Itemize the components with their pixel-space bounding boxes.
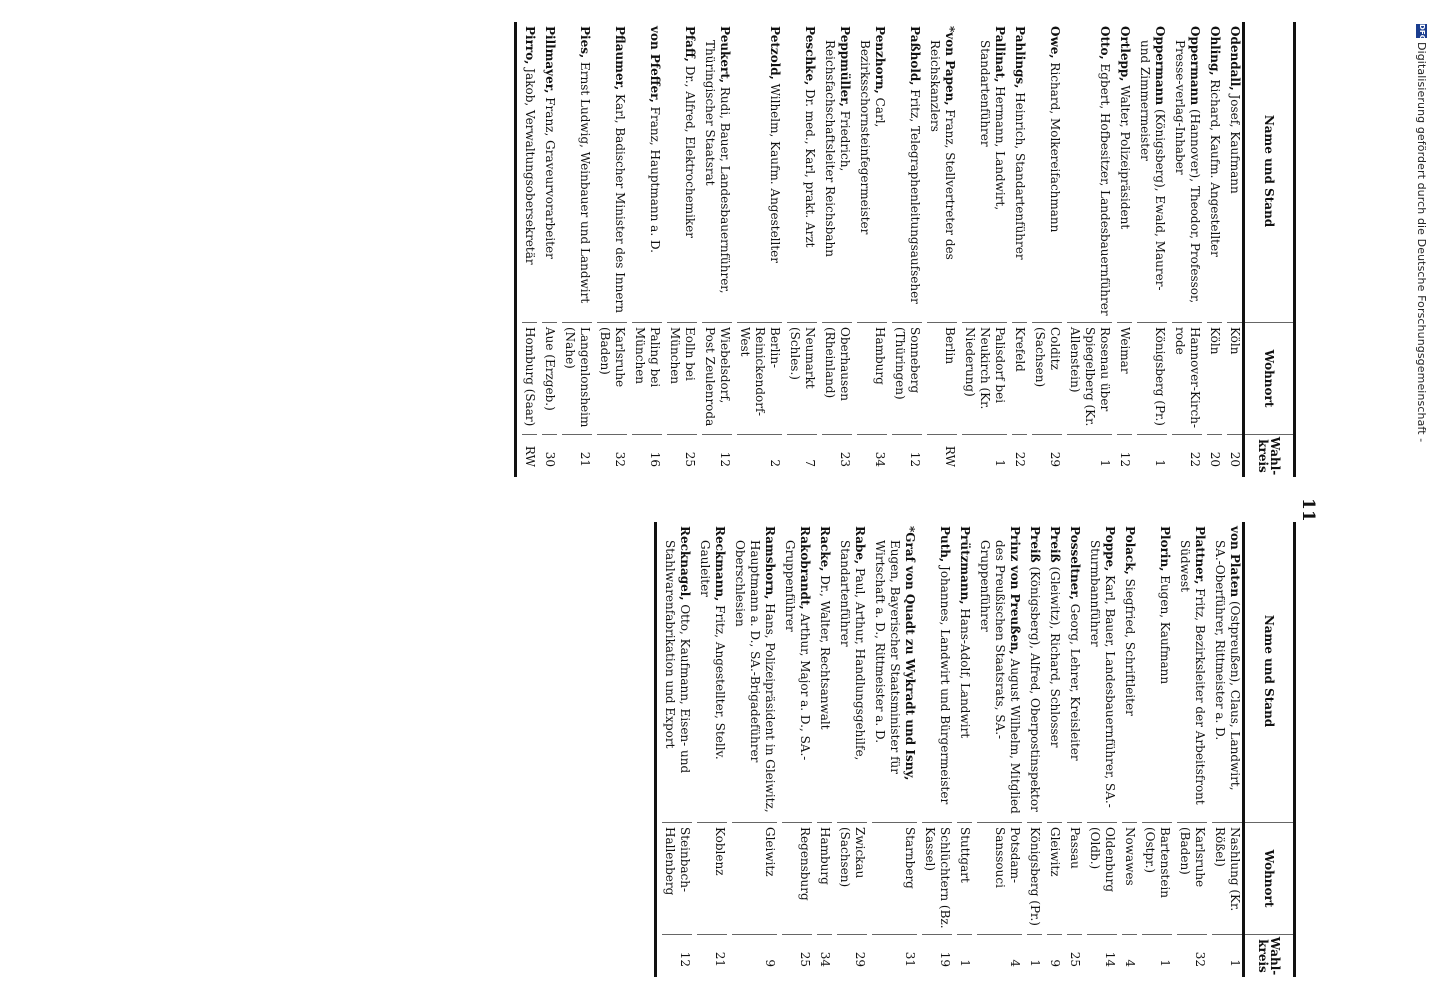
table-header	[1242, 522, 1296, 977]
description: Rudi, Bauer, Landesbauernführer, Thüringischer Staatsrat	[703, 40, 732, 294]
cell-name	[1227, 22, 1242, 322]
surname: Otto,	[1098, 26, 1112, 60]
cell-name	[822, 22, 852, 322]
table-row	[737, 22, 782, 477]
description: (Ostpreußen), Claus, Landwirt, SA.-Oberführer, Rittmeister a. D.	[1213, 540, 1242, 791]
cell-kreis: 7	[787, 434, 817, 477]
description: Richard, Molkereifachmann	[1048, 58, 1062, 233]
cell-kreis: 29	[837, 934, 867, 977]
description: Johannes, Landwirt und Bürgermeister	[938, 562, 952, 805]
table-row	[662, 522, 692, 977]
cell-kreis: 1	[1137, 434, 1167, 477]
header-name: Name und Stand	[1262, 614, 1276, 728]
table-row	[1012, 22, 1027, 477]
cell-kreis: 19	[922, 934, 952, 977]
cell-wohnort: Stuttgart	[957, 822, 972, 934]
cell-wohnort: Krefeld	[1012, 322, 1027, 434]
table-row	[597, 22, 627, 477]
cell-kreis: 14	[1087, 934, 1117, 977]
description: Heinrich, Standartenführer	[1013, 88, 1027, 260]
table-row	[1172, 22, 1202, 477]
description: Walter, Polizeipräsident	[1118, 81, 1132, 230]
surname: Plattner,	[1193, 526, 1207, 585]
surname: Petzold,	[768, 26, 782, 80]
cell-kreis: 1	[957, 934, 972, 977]
surname: Ramshorn,	[763, 526, 777, 600]
cell-wohnort: Königsberg (Pr.)	[1137, 322, 1167, 434]
cell-kreis: 12	[702, 434, 732, 477]
table-row	[1067, 522, 1082, 977]
description: (Gleiwitz), Richard, Schlosser	[1048, 562, 1062, 748]
cell-kreis: RW	[927, 434, 957, 477]
cell-name	[962, 22, 1007, 322]
cell-name	[597, 22, 627, 322]
table-row	[857, 22, 887, 477]
cell-kreis: 1	[1142, 934, 1172, 977]
table-row	[957, 522, 972, 977]
table-row	[922, 522, 952, 977]
cell-wohnort: Gleiwitz	[732, 822, 777, 934]
surname: Penzhorn,	[873, 26, 887, 94]
surname: Paßhold,	[908, 26, 922, 86]
cell-kreis: 2	[737, 434, 782, 477]
description: Dr., Alfred, Elektrochemiker	[683, 62, 697, 239]
table-row	[697, 522, 727, 977]
cell-kreis: 23	[822, 434, 852, 477]
header-kreis: Wahl-kreis	[1245, 934, 1293, 977]
cell-name	[542, 22, 557, 322]
header-kreis: Wahl-kreis	[1245, 434, 1293, 477]
table-row	[1067, 22, 1112, 477]
description: Dr., Walter, Rechtsanwalt	[818, 571, 832, 730]
table-body	[654, 522, 1242, 977]
cell-name	[957, 522, 972, 822]
cell-wohnort: Potsdam-Sanssouci	[977, 822, 1022, 934]
table-row	[1207, 22, 1222, 477]
table-row	[872, 522, 917, 977]
surname: Owe,	[1048, 26, 1062, 59]
footnote-text: Digitalisierung gefördert durch die Deutsche Forschungsgemeinschaft -	[1415, 42, 1428, 443]
cell-name	[977, 522, 1022, 822]
table-row	[782, 522, 812, 977]
page-number: 11	[1298, 498, 1318, 522]
cell-kreis: 32	[1177, 934, 1207, 977]
description: August Wilhelm, Mitglied des Preußischen Staatsrats, SA.-Gruppenführer	[978, 540, 1022, 814]
table-row	[1142, 522, 1172, 977]
cell-wohnort: Sonneberg (Thüringen)	[892, 322, 922, 434]
cell-name	[857, 22, 887, 322]
cell-name	[872, 522, 917, 822]
cell-name	[667, 22, 697, 322]
table-row	[542, 22, 557, 477]
description: Carl, Bezirksschornsteinfegermeister	[858, 40, 887, 235]
cell-name	[522, 22, 537, 322]
surname: Oppermann	[1153, 26, 1167, 106]
surname: Puth,	[938, 526, 952, 563]
table-row	[977, 522, 1022, 977]
cell-kreis: 20	[1207, 434, 1222, 477]
cell-wohnort: Königsberg (Pr.)	[1027, 822, 1042, 934]
surname: Peukert,	[718, 26, 732, 84]
cell-kreis: 9	[1047, 934, 1062, 977]
left-column	[141, 22, 1296, 477]
cell-name	[1122, 522, 1137, 822]
cell-name	[1067, 522, 1082, 822]
surname: Oppermann	[1188, 26, 1202, 106]
description: Franz, Hauptmann a. D.	[648, 102, 662, 253]
cell-wohnort: Eolln bei München	[667, 322, 697, 434]
description: Richard, Kaufm. Angestellter	[1208, 75, 1222, 257]
table-header	[1242, 22, 1296, 477]
cell-kreis: 22	[1172, 434, 1202, 477]
cell-kreis: 16	[632, 434, 662, 477]
cell-name	[787, 22, 817, 322]
cell-kreis: 22	[1012, 434, 1027, 477]
cell-name	[1087, 522, 1117, 822]
surname: Racke,	[818, 526, 832, 572]
cell-wohnort: Weimar	[1117, 322, 1132, 434]
description: Wilhelm, Kaufm. Angestellter	[768, 79, 782, 264]
surname: Prinz von Preußen,	[1008, 526, 1022, 655]
surname: Peschke,	[803, 26, 817, 86]
surname: Recknagel,	[678, 526, 692, 601]
cell-wohnort: Rosenau über Spiegelberg (Kr. Allenstein)	[1067, 322, 1112, 434]
description: Siegfried, Schriftleiter	[1123, 574, 1137, 716]
cell-wohnort: Berlin-Reinickendorf-West	[737, 322, 782, 434]
table-row	[817, 522, 832, 977]
cell-name	[1137, 22, 1167, 322]
cell-kreis: 4	[977, 934, 1022, 977]
cell-wohnort: Steinbach-Hallenberg	[662, 822, 692, 934]
table-row	[1117, 22, 1132, 477]
cell-wohnort: Neumarkt (Schles.)	[787, 322, 817, 434]
cell-kreis: 12	[662, 934, 692, 977]
cell-name	[697, 522, 727, 822]
surname: Posseltner,	[1068, 526, 1082, 600]
table-body	[514, 22, 1242, 477]
cell-wohnort: Hamburg	[817, 822, 832, 934]
header-wohnort: Wohnort	[1245, 322, 1293, 434]
cell-kreis: 31	[872, 934, 917, 977]
cell-wohnort: Langenlonsheim (Nahe)	[562, 322, 592, 434]
cell-wohnort: Koblenz	[697, 822, 727, 934]
cell-name	[702, 22, 732, 322]
description: Eugen, Bayerischer Staatsminister für Wirtschaft a. D., Rittmeister a. D.	[873, 540, 902, 774]
cell-wohnort: Gleiwitz	[1047, 822, 1062, 934]
cell-kreis: 30	[542, 434, 557, 477]
cell-name	[1172, 22, 1202, 322]
cell-kreis: 34	[817, 934, 832, 977]
description: Egbert, Hofbesitzer, Landesbauernführer	[1098, 59, 1112, 316]
description: Paul, Arthur, Handlungsgehilfe, Standartenführer	[838, 540, 867, 761]
surname: von Platen	[1228, 526, 1242, 598]
cell-name	[837, 522, 867, 822]
cell-wohnort: Karlsruhe (Baden)	[597, 322, 627, 434]
description: Fritz, Telegraphenleitungsaufseher	[908, 85, 922, 304]
cell-name	[1207, 22, 1222, 322]
table-row	[1047, 522, 1062, 977]
cell-wohnort: Palisdorf bei Neukirch (Kr. Niederung)	[962, 322, 1007, 434]
surname: Pillmayer,	[543, 26, 557, 94]
table-row	[667, 22, 697, 477]
dfg-logo: DFG	[1418, 24, 1426, 41]
surname: Pirro,	[523, 26, 537, 65]
description: Karl, Bauer, Landesbauernführer, SA.-Sturmbannführer	[1088, 540, 1117, 808]
cell-wohnort: Colditz (Sachsen)	[1032, 322, 1062, 434]
cell-kreis: 21	[697, 934, 727, 977]
surname: Odendall,	[1228, 26, 1242, 91]
table-row	[1122, 522, 1137, 977]
surname: Pallinat,	[993, 26, 1007, 83]
cell-kreis: 25	[667, 434, 697, 477]
cell-wohnort: Oldenburg (Oldb.)	[1087, 822, 1117, 934]
cell-name	[782, 522, 812, 822]
surname: Pahlings,	[1013, 26, 1027, 89]
surname: Pfaff,	[683, 26, 697, 62]
description: Fritz, Angestellter, Stellv. Gauleiter	[698, 540, 727, 760]
header-name: Name und Stand	[1262, 114, 1276, 228]
right-column	[141, 522, 1296, 977]
table-row	[962, 22, 1007, 477]
header-wohnort: Wohnort	[1245, 822, 1293, 934]
cell-name	[1177, 522, 1207, 822]
surname: Ohling,	[1208, 26, 1222, 76]
cell-wohnort: Zwickau (Sachsen)	[837, 822, 867, 934]
table-row	[927, 22, 957, 477]
description: Eugen, Kaufmann	[1158, 571, 1172, 685]
surname: *Graf von Quadt zu Wykradt und Isny,	[903, 526, 917, 781]
cell-kreis: 1	[962, 434, 1007, 477]
description: Arthur, Major a. D., SA.-Gruppenführer	[783, 540, 812, 761]
cell-name	[922, 522, 952, 822]
description: Friedrich, Reichsfachschaftsleiter Reichsbahn	[823, 40, 852, 257]
table-row	[822, 22, 852, 477]
cell-wohnort: Wiebelsdorf, Post Zeulenroda	[702, 322, 732, 434]
table-row	[1087, 522, 1117, 977]
cell-name	[817, 522, 832, 822]
table-row	[1177, 522, 1207, 977]
surname: Plorin,	[1158, 526, 1172, 572]
cell-wohnort: Karlsruhe (Baden)	[1177, 822, 1207, 934]
surname: Polack,	[1123, 526, 1137, 575]
surname: Pies,	[578, 26, 592, 59]
surname: Pflaumer,	[613, 26, 627, 91]
table-row	[837, 522, 867, 977]
cell-name	[737, 22, 782, 322]
surname: Rakobrandt,	[798, 526, 812, 610]
description: Franz, Graveurvorarbeiter	[543, 93, 557, 259]
cell-wohnort: Hannover-Kirch-rode	[1172, 322, 1202, 434]
cell-wohnort: Starnberg	[872, 822, 917, 934]
description: (Hannover), Theodor, Professor, Presse-verlag-Inhaber	[1173, 40, 1202, 304]
table-row	[1227, 22, 1242, 477]
table-row	[1137, 22, 1167, 477]
description: (Königsberg), Ewald, Maurer- und Zimmermeister	[1138, 40, 1167, 291]
table-row	[787, 22, 817, 477]
table-row	[1027, 522, 1042, 977]
cell-wohnort: Nashlung (Kr. Rößel)	[1212, 822, 1242, 934]
cell-name	[1142, 522, 1172, 822]
cell-kreis: 29	[1032, 434, 1062, 477]
table-row	[632, 22, 662, 477]
footnote	[1415, 24, 1428, 442]
cell-wohnort: Homburg (Saar)	[522, 322, 537, 434]
cell-name	[632, 22, 662, 322]
description: Hans-Adolf, Landwirt	[958, 604, 972, 739]
table-row	[1032, 22, 1062, 477]
cell-name	[662, 522, 692, 822]
cell-wohnort: Köln	[1227, 322, 1242, 434]
table-row	[562, 22, 592, 477]
cell-kreis: 1	[1027, 934, 1042, 977]
table-row	[702, 22, 732, 477]
cell-wohnort: Regensburg	[782, 822, 812, 934]
cell-wohnort: Paling bei München	[632, 322, 662, 434]
description: Hans, Polizeipräsident in Gleiwitz, Hauptmann a. D., SA.-Brigadeführer Oberschlesien	[733, 540, 777, 813]
cell-wohnort: Bartenstein (Ostpr.)	[1142, 822, 1172, 934]
cell-wohnort: Schlüchtern (Bz. Kassel)	[922, 822, 952, 934]
cell-name	[927, 22, 957, 322]
surname: Rabe,	[853, 526, 867, 565]
table-row	[732, 522, 777, 977]
cell-kreis: 12	[1117, 434, 1132, 477]
cell-name	[1032, 22, 1062, 322]
description: Josef, Kaufmann	[1228, 90, 1242, 194]
cell-kreis: 21	[562, 434, 592, 477]
surname: Ortlepp,	[1118, 26, 1132, 82]
cell-name	[1012, 22, 1027, 322]
description: Franz, Stellvertreter des Reichskanzlers	[928, 40, 957, 260]
cell-wohnort: Oberhausen (Rheinland)	[822, 322, 852, 434]
cell-wohnort: Passau	[1067, 822, 1082, 934]
table-row	[892, 22, 922, 477]
cell-wohnort: Aue (Erzgeb.)	[542, 322, 557, 434]
description: Otto, Kaufmann, Eisen- und Stahlwarenfabrikation und Export	[663, 540, 692, 774]
cell-name	[1117, 22, 1132, 322]
surname: Reckmann,	[713, 526, 727, 602]
cell-kreis: 1	[1067, 434, 1112, 477]
surname: Preiß	[1048, 526, 1062, 563]
description: Ernst Ludwig, Weinbauer und Landwirt	[578, 58, 592, 304]
surname: Preiß	[1028, 526, 1042, 563]
cell-name	[1047, 522, 1062, 822]
surname: Prützmann,	[958, 526, 972, 605]
cell-name	[1212, 522, 1242, 822]
cell-wohnort: Nowawes	[1122, 822, 1137, 934]
cell-wohnort: Köln	[1207, 322, 1222, 434]
cell-kreis: 25	[1067, 934, 1082, 977]
description: (Königsberg), Alfred, Oberpostinspektor	[1028, 562, 1042, 812]
description: Hermann, Landwirt, Standartenführer	[978, 40, 1007, 211]
cell-name	[1027, 522, 1042, 822]
description: Fritz, Bezirksleiter der Arbeitsfront Südwest	[1178, 540, 1207, 805]
surname: *von Papen,	[943, 26, 957, 106]
cell-kreis: 34	[857, 434, 887, 477]
cell-kreis: 9	[732, 934, 777, 977]
description: Georg, Lehrer, Kreisleiter	[1068, 599, 1082, 761]
surname: Poppe,	[1103, 526, 1117, 572]
cell-kreis: 1	[1212, 934, 1242, 977]
description: Karl, Badischer Minister des Innern	[613, 90, 627, 313]
cell-wohnort: Berlin	[927, 322, 957, 434]
cell-name	[732, 522, 777, 822]
cell-kreis: 4	[1122, 934, 1137, 977]
surname: von Pfeffer,	[648, 26, 662, 103]
cell-kreis: RW	[522, 434, 537, 477]
cell-name	[562, 22, 592, 322]
description: Jakob, Verwaltungsobersekretär	[523, 64, 537, 265]
surname: Peppmüller,	[838, 26, 852, 107]
cell-kreis: 12	[892, 434, 922, 477]
cell-name	[892, 22, 922, 322]
cell-kreis: 20	[1227, 434, 1242, 477]
cell-name	[1067, 22, 1112, 322]
cell-kreis: 25	[782, 934, 812, 977]
table-row	[1212, 522, 1242, 977]
description: Dr. med., Karl, prakt. Arzt	[803, 85, 817, 248]
cell-kreis: 32	[597, 434, 627, 477]
cell-wohnort: Hamburg	[857, 322, 887, 434]
table-row	[522, 22, 537, 477]
